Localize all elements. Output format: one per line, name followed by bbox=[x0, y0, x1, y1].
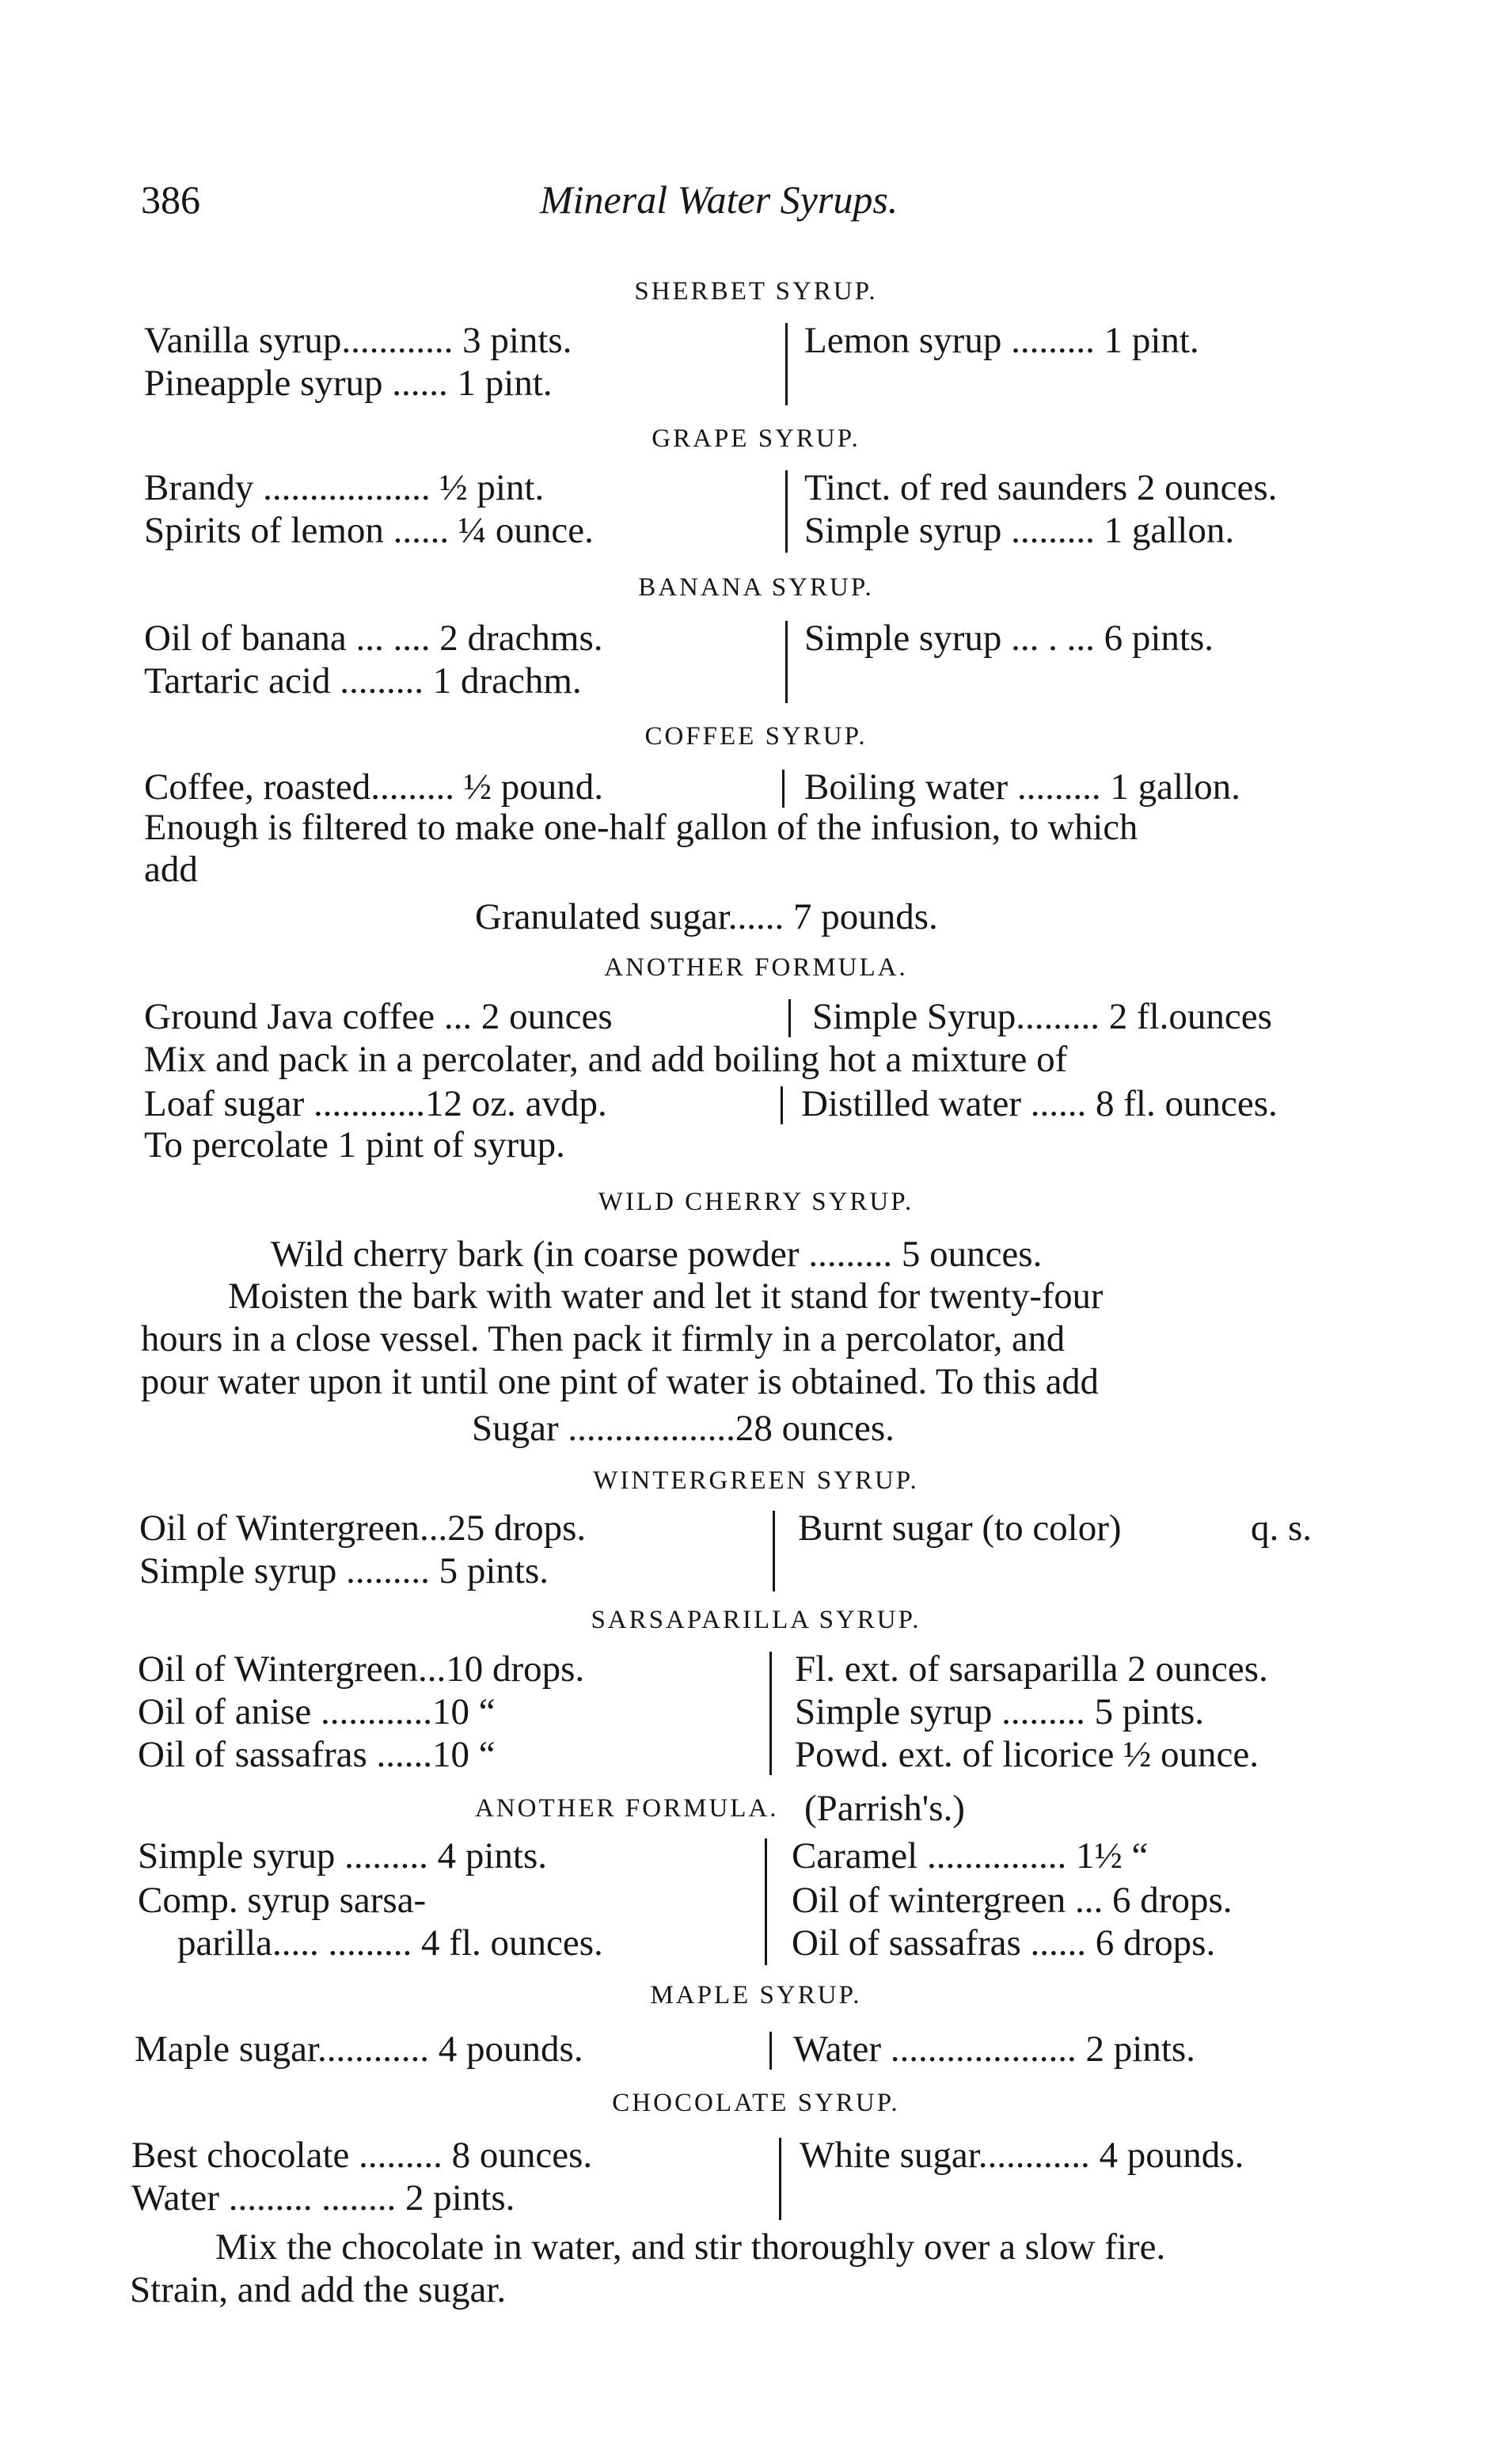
section-heading: WILD CHERRY SYRUP. bbox=[598, 1188, 914, 1216]
section-heading-suffix: (Parrish's.) bbox=[804, 1788, 965, 1829]
ingredient-left: Vanilla syrup............ 3 pints. bbox=[144, 320, 572, 361]
ingredient-right: Caramel ............... 1½ “ bbox=[792, 1835, 1149, 1877]
column-divider bbox=[765, 1838, 767, 1965]
sugar-quantity: Sugar ..................28 ounces. bbox=[472, 1408, 895, 1449]
section-heading: SHERBET SYRUP. bbox=[634, 277, 878, 306]
ingredient-left: Simple syrup ......... 4 pints. bbox=[138, 1835, 548, 1877]
column-divider bbox=[782, 770, 784, 808]
instruction-text: Strain, and add the sugar. bbox=[130, 2269, 507, 2310]
column-divider bbox=[781, 1086, 783, 1124]
ingredient-right: Boiling water ......... 1 gallon. bbox=[804, 766, 1240, 808]
section-heading: MAPLE SYRUP. bbox=[650, 1981, 862, 2010]
instruction-text: Mix the chocolate in water, and stir thoroughly over a slow fire. bbox=[215, 2226, 1166, 2268]
ingredient-left: Comp. syrup sarsa- bbox=[138, 1880, 427, 1921]
section-heading: WINTERGREEN SYRUP. bbox=[593, 1466, 919, 1495]
ingredient-right: Simple syrup ......... 5 pints. bbox=[795, 1691, 1205, 1732]
ingredient-left: Coffee, roasted......... ½ pound. bbox=[144, 766, 603, 808]
ingredient-right: Fl. ext. of sarsaparilla 2 ounces. bbox=[795, 1648, 1268, 1690]
column-divider bbox=[785, 470, 788, 553]
ingredient-right: Burnt sugar (to color) bbox=[798, 1508, 1122, 1549]
ingredient-right: Simple syrup ......... 1 gallon. bbox=[804, 510, 1235, 551]
section-heading: CHOCOLATE SYRUP. bbox=[612, 2089, 900, 2117]
ingredient-line: Wild cherry bark (in coarse powder ......... 5 ounces. bbox=[271, 1234, 1043, 1275]
ingredient-right: Oil of wintergreen ... 6 drops. bbox=[792, 1880, 1233, 1921]
ingredient-left: Loaf sugar ............12 oz. avdp. bbox=[144, 1083, 607, 1124]
instruction-text: Moisten the bark with water and let it stand for twenty-four bbox=[228, 1276, 1104, 1317]
section-heading: COFFEE SYRUP. bbox=[644, 722, 868, 751]
ingredient-left: Maple sugar............ 4 pounds. bbox=[135, 2029, 583, 2070]
section-heading: ANOTHER FORMULA. bbox=[475, 1794, 779, 1823]
column-divider bbox=[769, 2032, 772, 2070]
ingredient-right: White sugar............ 4 pounds. bbox=[800, 2135, 1244, 2176]
ingredient-left: Oil of anise ............10 “ bbox=[138, 1691, 496, 1732]
section-heading: ANOTHER FORMULA. bbox=[604, 953, 908, 982]
sugar-quantity: Granulated sugar...... 7 pounds. bbox=[475, 896, 938, 937]
section-heading: SARSAPARILLA SYRUP. bbox=[591, 1606, 921, 1634]
column-divider bbox=[769, 1652, 772, 1775]
ingredient-left: Brandy .................. ½ pint. bbox=[144, 467, 545, 508]
ingredient-right: Tinct. of red saunders 2 ounces. bbox=[804, 467, 1278, 508]
ingredient-right: Simple Syrup......... 2 fl.ounces bbox=[812, 996, 1272, 1037]
instruction-text: Mix and pack in a percolater, and add boiling hot a mixture of bbox=[144, 1039, 1068, 1080]
page-number: 386 bbox=[141, 177, 200, 222]
ingredient-left: Water ......... ........ 2 pints. bbox=[131, 2177, 515, 2219]
ingredient-left: Oil of Wintergreen...25 drops. bbox=[139, 1508, 587, 1549]
section-heading: GRAPE SYRUP. bbox=[652, 424, 860, 453]
ingredient-left: Oil of banana ... .... 2 drachms. bbox=[144, 618, 603, 659]
ingredient-left: Oil of Wintergreen...10 drops. bbox=[138, 1648, 585, 1690]
instruction-text: add bbox=[144, 849, 198, 890]
column-divider bbox=[785, 621, 788, 703]
column-divider bbox=[773, 1511, 775, 1591]
instruction-text: To percolate 1 pint of syrup. bbox=[144, 1124, 565, 1165]
ingredient-left: Ground Java coffee ... 2 ounces bbox=[144, 996, 613, 1037]
ingredient-right: Distilled water ...... 8 fl. ounces. bbox=[801, 1083, 1278, 1124]
running-head: Mineral Water Syrups. bbox=[540, 177, 898, 222]
instruction-text: hours in a close vessel. Then pack it firmly in a percolator, and bbox=[141, 1319, 1066, 1359]
ingredient-left: Simple syrup ......... 5 pints. bbox=[139, 1550, 549, 1591]
ingredient-right-qty: q. s. bbox=[1251, 1508, 1313, 1549]
ingredient-left: Oil of sassafras ......10 “ bbox=[138, 1734, 496, 1775]
column-divider bbox=[785, 323, 788, 405]
ingredient-left: Best chocolate ......... 8 ounces. bbox=[131, 2135, 593, 2176]
section-heading: BANANA SYRUP. bbox=[638, 573, 874, 602]
ingredient-left: Spirits of lemon ...... ¼ ounce. bbox=[144, 510, 594, 551]
column-divider bbox=[779, 2138, 781, 2220]
instruction-text: Enough is filtered to make one-half gallon of the infusion, to which bbox=[144, 808, 1138, 848]
ingredient-left: Tartaric acid ......... 1 drachm. bbox=[144, 660, 582, 702]
ingredient-right: Simple syrup ... . ... 6 pints. bbox=[804, 618, 1214, 659]
column-divider bbox=[788, 999, 791, 1037]
ingredient-right: Lemon syrup ......... 1 pint. bbox=[804, 320, 1199, 361]
ingredient-right: Water .................... 2 pints. bbox=[793, 2029, 1195, 2070]
instruction-text: pour water upon it until one pint of water is obtained. To this add bbox=[141, 1362, 1099, 1402]
ingredient-right: Oil of sassafras ...... 6 drops. bbox=[792, 1922, 1216, 1964]
ingredient-right: Powd. ext. of licorice ½ ounce. bbox=[795, 1734, 1259, 1775]
ingredient-left: Pineapple syrup ...... 1 pint. bbox=[144, 363, 553, 404]
ingredient-left: parilla..... ......... 4 fl. ounces. bbox=[177, 1922, 603, 1964]
